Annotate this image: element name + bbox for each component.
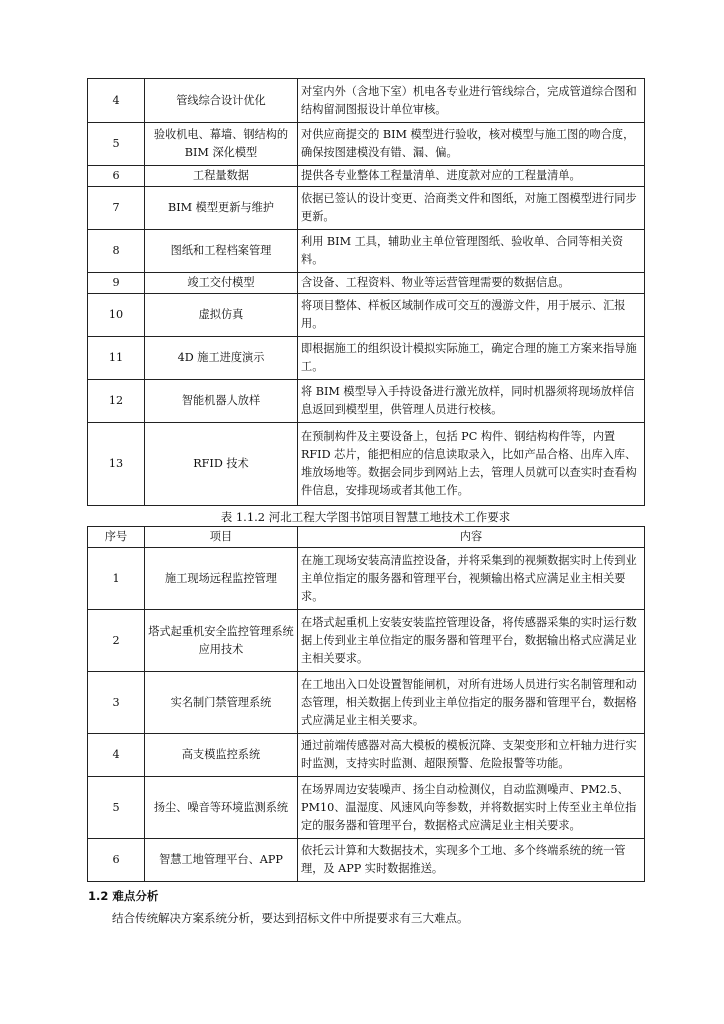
section-paragraph: 结合传统解决方案系统分析，要达到招标文件中所提要求有三大难点。: [112, 911, 469, 925]
table-row: [88, 380, 645, 423]
row-number: 12: [88, 380, 145, 423]
row-item: 智能机器人放样: [145, 380, 298, 423]
row-content: 在场界周边安装噪声、扬尘自动检测仪，自动监测噪声、PM2.5、PM10、温湿度、风速风向等参数，并将数据实时上传至业主单位指定的服务器和管理平台，数据格式应满足业主相关要求。: [298, 777, 645, 839]
row-number: 8: [88, 230, 145, 273]
row-item: 高支模监控系统: [145, 734, 298, 777]
row-number: 4: [88, 734, 145, 777]
row-item: 实名制门禁管理系统: [145, 672, 298, 734]
row-content: 对室内外（含地下室）机电各专业进行管线综合，完成管道综合图和结构留洞图报设计单位审核。: [298, 79, 645, 123]
table-row: [88, 839, 645, 882]
table-row: [88, 123, 645, 166]
row-number: 9: [88, 273, 145, 294]
row-content: 提供各专业整体工程量清单、进度款对应的工程量清单。: [298, 166, 645, 187]
table-row: [88, 672, 645, 734]
row-content: 在施工现场安装高清监控设备，并将采集到的视频数据实时上传到业主单位指定的服务器和管理平台，视频输出格式应满足业主相关要求。: [298, 548, 645, 610]
table-row: [88, 273, 645, 294]
table-row: [88, 337, 645, 380]
column-header-content: 内容: [298, 527, 645, 548]
row-content: 依据已签认的设计变更、洽商类文件和图纸，对施工图模型进行同步更新。: [298, 187, 645, 230]
row-item: 管线综合设计优化: [145, 79, 298, 123]
table-row: [88, 230, 645, 273]
table-row: [88, 610, 645, 672]
row-content: 在塔式起重机上安装安装监控管理设备，将传感器采集的实时运行数据上传到业主单位指定的服务器和管理平台，数据输出格式应满足业主相关要求。: [298, 610, 645, 672]
column-header-item: 项目: [145, 527, 298, 548]
row-item: 施工现场远程监控管理: [145, 548, 298, 610]
table-row: [88, 548, 645, 610]
row-content: 将 BIM 模型导入手持设备进行激光放样，同时机器须将现场放样信息返回到模型里，供管理人员进行校核。: [298, 380, 645, 423]
row-number: 5: [88, 123, 145, 166]
row-content: 将项目整体、样板区域制作成可交互的漫游文件，用于展示、汇报用。: [298, 294, 645, 337]
table-caption: 表 1.1.2 河北工程大学图书馆项目智慧工地技术工作要求: [220, 510, 511, 524]
row-item: 扬尘、噪音等环境监测系统: [145, 777, 298, 839]
row-number: 6: [88, 839, 145, 882]
row-number: 5: [88, 777, 145, 839]
row-item: 竣工交付模型: [145, 273, 298, 294]
row-content: 对供应商提交的 BIM 模型进行验收，核对模型与施工图的吻合度，确保按图建模没有错、漏、偏。: [298, 123, 645, 166]
row-number: 1: [88, 548, 145, 610]
row-item: 验收机电、幕墙、钢结构的 BIM 深化模型: [145, 123, 298, 166]
table-row: [88, 734, 645, 777]
row-content: 在预制构件及主要设备上，包括 PC 构件、钢结构构件等，内置 RFID 芯片，能把相应的信息读取录入，比如产品合格、出库入库、堆放场地等。数据会同步到网站上去，管理人员就可以查实时查看构件信息，安排现场或者其他工作。: [298, 423, 645, 506]
row-item: 4D 施工进度演示: [145, 337, 298, 380]
row-content: 含设备、工程资料、物业等运营管理需要的数据信息。: [298, 273, 645, 294]
table-row: [88, 166, 645, 187]
table-row: [88, 423, 645, 506]
row-content: 通过前端传感器对高大模板的模板沉降、支架变形和立杆轴力进行实时监测，支持实时监测、超限预警、危险报警等功能。: [298, 734, 645, 777]
row-item: 工程量数据: [145, 166, 298, 187]
table-header-row: [88, 527, 645, 548]
row-content: 在工地出入口处设置智能闸机，对所有进场人员进行实名制管理和动态管理，相关数据上传到业主单位指定的服务器和管理平台，数据格式应满足业主相关要求。: [298, 672, 645, 734]
row-content: 依托云计算和大数据技术，实现多个工地、多个终端系统的统一管理，及 APP 实时数据推送。: [298, 839, 645, 882]
row-item: BIM 模型更新与维护: [145, 187, 298, 230]
row-number: 6: [88, 166, 145, 187]
row-item: 图纸和工程档案管理: [145, 230, 298, 273]
row-item: 塔式起重机安全监控管理系统应用技术: [145, 610, 298, 672]
row-content: 利用 BIM 工具，辅助业主单位管理图纸、验收单、合同等相关资料。: [298, 230, 645, 273]
row-number: 13: [88, 423, 145, 506]
table-row: [88, 187, 645, 230]
bim-requirements-table-continued: [87, 78, 645, 506]
smart-site-requirements-table: [87, 526, 645, 882]
row-number: 10: [88, 294, 145, 337]
table-row: [88, 79, 645, 123]
row-item: 智慧工地管理平台、APP: [145, 839, 298, 882]
table-row: [88, 777, 645, 839]
row-number: 11: [88, 337, 145, 380]
row-number: 7: [88, 187, 145, 230]
column-header-number: 序号: [88, 527, 145, 548]
row-number: 2: [88, 610, 145, 672]
row-content: 即根据施工的组织设计模拟实际施工，确定合理的施工方案来指导施工。: [298, 337, 645, 380]
row-item: 虚拟仿真: [145, 294, 298, 337]
section-heading: 1.2 难点分析: [88, 889, 159, 903]
row-number: 3: [88, 672, 145, 734]
row-item: RFID 技术: [145, 423, 298, 506]
row-number: 4: [88, 79, 145, 123]
table-row: [88, 294, 645, 337]
